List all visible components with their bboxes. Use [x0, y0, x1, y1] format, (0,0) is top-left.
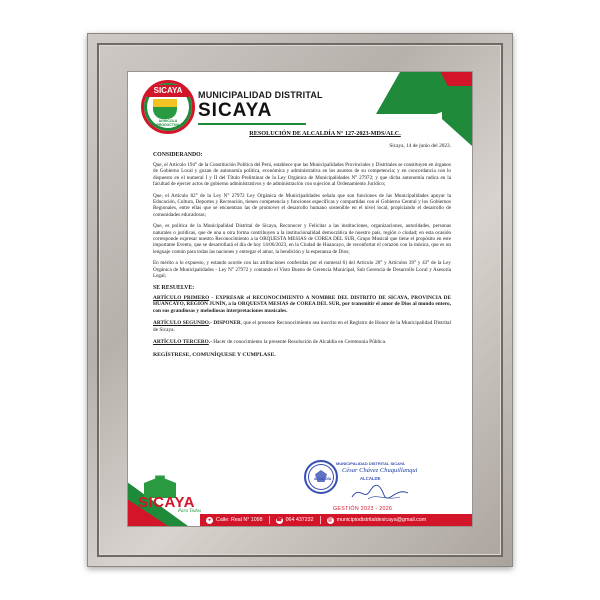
footer-address: [206, 517, 263, 524]
header-underline: [198, 123, 306, 125]
municipality-logo-icon: [141, 80, 195, 134]
location-pin-icon: ●: [207, 516, 212, 523]
document-page: [128, 72, 472, 526]
footer-contact-bar: [200, 514, 472, 526]
article-bold-text: .-: [208, 339, 212, 346]
municipality-label: MUNICIPALIDAD DISTRITAL: [198, 90, 323, 100]
article-heading: ARTÍCULO PRIMERO: [153, 294, 210, 301]
article-text: Hacer de conocimiento la presente Resolución de Alcaldía en Ceremonia Pública.: [211, 339, 387, 346]
article-text: , que el presente Reconocimiento sea inscrito en el Registro de Honor de la Municipalidad Distrital de Sicaya.: [153, 320, 451, 333]
article-bold-text: - EXPRESAR el RECONOCIMIENTO A NOMBRE DEL DISTRITO DE SICAYA, PROVINCIA DE HUANCAYO, REGIÓN JUNÍN, a la ORQUESTA MESIAS de COREA DEL SUR, por transmitir el amor de Dios al mundo entero, con sus grandiosas y melodiosas interpretaciones musicales.: [153, 294, 451, 314]
article-bold-text: .- DISPONER: [208, 320, 241, 327]
date-line: Sicaya, 14 de junio del 2023.: [389, 143, 451, 149]
footer-separator: [320, 516, 321, 524]
footer-email: [327, 517, 427, 524]
signatory-name: César Chávez Chuquillanqui: [342, 467, 418, 474]
email-icon: @: [327, 516, 333, 523]
resolution-title: RESOLUCIÓN DE ALCALDÍA N° 127-2023-MDS/ALC.: [249, 130, 401, 137]
document-body: [153, 130, 451, 358]
article-tercero: [153, 339, 451, 346]
article-heading: ARTÍCULO SEGUNDO: [153, 320, 209, 327]
footer-email-text: municipiodistritaldesicaya@gmail.com: [336, 517, 427, 523]
article-segundo: [153, 320, 451, 333]
considerando-label: CONSIDERANDO:: [153, 152, 203, 158]
closing-line: REGÍSTRESE, COMUNÍQUESE Y CUMPLASE.: [153, 352, 276, 359]
se-resuelve-label: SE RESUELVE:: [153, 284, 195, 291]
paragraph: Que, el Artículo 194° de la Constitución Política del Perú, establece que las Municipalidades Provinciales y Distritales se constituyen en órganos de Gobierno Local y gozan de autonomía política, económica y administrativa en los asuntos de su competencia; y en concordancia con lo dispuesto en el numeral I y II del Título Preliminar de la Ley Orgánica de Municipalidades N° 27972; y que dicha autonomía radica en la facultad de ejercer actos de gobierno administrativos y de administración con sujeción al Ordenamiento Jurídico;: [153, 162, 451, 188]
seal-text: MUNICIPALIDAD DISTRITAL SICAYA: [336, 461, 405, 466]
paragraph: En mérito a lo expuesto, y estando acorde con las atribuciones conferidas por el numeral 6) del Artículo 20° y Artículos 39° y 43° de la Ley Orgánica de Municipalidades - Ley N° 27972 y contando el Visto Bueno de Gerencia Municipal, Sub Gerencia de Desarrollo Local y Asesoría Legal;: [153, 260, 451, 280]
signatory-role: ALCALDE: [360, 476, 381, 481]
handwritten-signature: [350, 483, 410, 503]
footer-logo-script: Para Todos: [178, 509, 202, 514]
footer-phone-text: 064 437232: [285, 517, 314, 523]
phone-icon: ☎: [275, 516, 283, 523]
article-heading: ARTÍCULO TERCERO: [153, 339, 209, 346]
paragraph: Que, es política de la Municipalidad Distrital de Sicaya, Reconocer y Felicitar a las instituciones, organizaciones, autoridades, personas naturales o jurídicas, que de una u otra forma contribuyen a la institucionalidad democrática de nuestro país, región o ciudad; en esta ocasión corresponde expresar nuestro Reconocimiento a la ORQUESTA MESIAS de COREA DEL SUR, Grupo Musical que tiene el propósito en este importante Evento, que se desarrollará el día de hoy 14/06/2023, en la Ciudad de Huancayo, de reconfortar el corazón con la música, que es un lenguaje común para todas las naciones y entregar el amor, la bendición y la esperanza de Dios;: [153, 223, 451, 255]
logo-field: [153, 99, 177, 119]
footer-separator: [269, 516, 270, 524]
paragraph: Que, el Artículo 82° de la Ley N° 27972 Ley Orgánica de Municipalidades señala que son funciones de las Municipalidades apoyar la Educación, Cultura, Deportes y Recreación, tienen competencia y funciones específicas y compartidas con el Gobierno Central y los Gobiernos Regionales, entre ellas que se encuentran las de promover el desarrollo humano sostenible en el nivel local, propiciando el desarrollo de comunidades educadoras;: [153, 192, 451, 218]
article-primero: [153, 295, 451, 315]
footer-logo-text: SICAYA: [138, 494, 195, 511]
footer-gestion: GESTIÓN 2023 - 2026: [333, 506, 393, 512]
footer-phone: [276, 517, 314, 524]
logo-ring-text: AGRICOLA PRODUCTIVA: [156, 119, 180, 127]
seal-small-text: ALCALDÍA: [314, 477, 332, 481]
logo-band-text: SICAYA: [153, 86, 183, 95]
footer-address-text: Calle: Real N° 1098: [216, 517, 263, 523]
municipality-name: SICAYA: [198, 100, 273, 121]
